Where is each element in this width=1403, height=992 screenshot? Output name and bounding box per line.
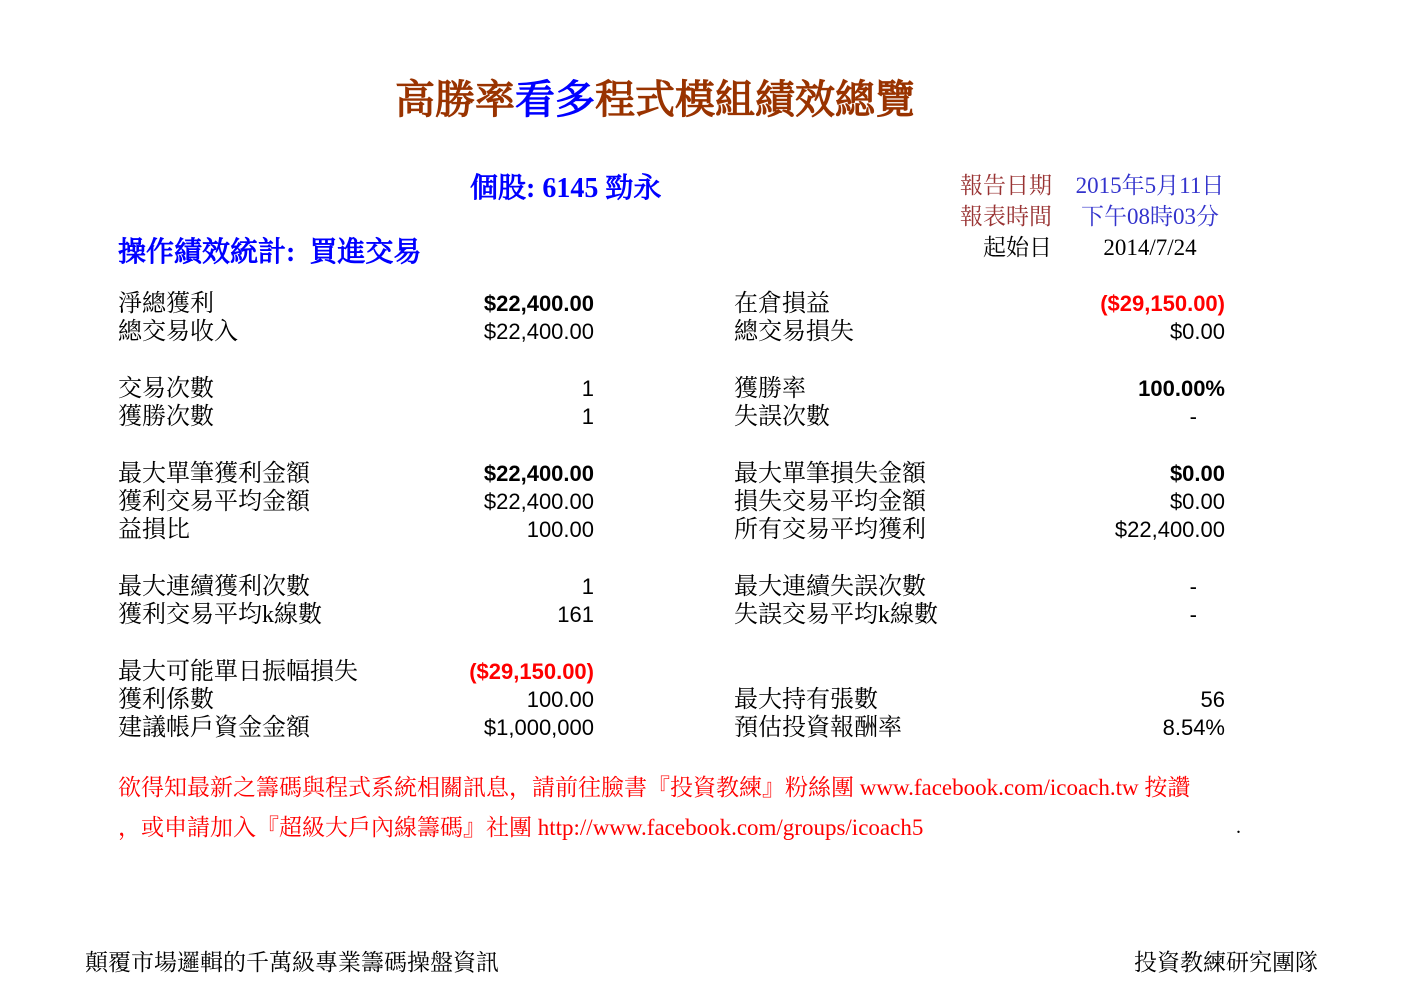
stat-value: $0.00 (1169, 489, 1225, 514)
stat-value: 8.54% (1162, 715, 1225, 740)
stats-row (118, 290, 1225, 318)
column-gap (594, 375, 734, 403)
column-gap (594, 460, 734, 488)
column-gap (594, 516, 734, 544)
stat-value: 161 (557, 602, 594, 627)
stats-row (118, 318, 1225, 346)
stats-row (118, 573, 1225, 601)
stat-value: 1 (581, 574, 594, 599)
promo-line-1: 欲得知最新之籌碼與程式系統相關訊息，請前往臉書『投資教練』粉絲團 www.facebook.com/icoach.tw 按讚 (118, 775, 1191, 800)
stats-row (118, 658, 1225, 686)
stat-label: 總交易收入 (118, 319, 238, 345)
stat-value: ($29,150.00) (469, 659, 594, 684)
stat-label: 獲利交易平均k線數 (118, 602, 322, 628)
column-gap (594, 573, 734, 601)
stock-subtitle: 個股: 6145 勁永 (470, 173, 662, 204)
stat-value: $22,400.00 (483, 319, 594, 344)
stats-row (118, 601, 1225, 629)
stat-label (734, 658, 1079, 686)
column-gap (594, 601, 734, 629)
stat-value: ($29,150.00) (1100, 291, 1225, 316)
section-heading: 操作績效統計: 買進交易 (118, 237, 422, 268)
stats-row (118, 488, 1225, 516)
stat-label: 失誤交易平均k線數 (734, 602, 938, 628)
stats-group (118, 658, 1225, 742)
stats-group (118, 573, 1225, 629)
stat-label: 總交易損失 (734, 319, 854, 345)
stat-value: 1 (581, 404, 594, 429)
stats-row (118, 403, 1225, 431)
stat-label: 所有交易平均獲利 (734, 517, 926, 543)
stat-label: 最大連續失誤次數 (734, 574, 926, 600)
footer-right-text: 投資教練研究團隊 (1134, 950, 1318, 975)
stat-value: - (1189, 404, 1197, 429)
column-gap (594, 488, 734, 516)
stat-label: 獲勝次數 (118, 404, 214, 430)
column-gap (594, 658, 734, 686)
stats-group (118, 290, 1225, 346)
stat-label: 獲利交易平均金額 (118, 489, 310, 515)
stat-label: 建議帳戶資金金額 (118, 715, 310, 741)
stat-label: 預估投資報酬率 (734, 715, 902, 741)
stats-row (118, 516, 1225, 544)
start-date-row (900, 232, 1248, 263)
stat-label: 最大持有張數 (734, 687, 878, 713)
promo-line-2: ，或申請加入『超級大戶內線籌碼』社團 http://www.facebook.com/groups/icoach5 (118, 815, 924, 840)
stats-group (118, 460, 1225, 544)
stat-value: $22,400.00 (483, 461, 594, 486)
column-gap (594, 318, 734, 346)
column-gap (594, 290, 734, 318)
page-title-segment-red-1: 高勝率 (395, 77, 515, 122)
stat-value: 56 (1200, 687, 1225, 712)
stat-value: $0.00 (1169, 319, 1225, 344)
stat-label: 淨總獲利 (118, 291, 214, 317)
stat-value: $22,400.00 (483, 489, 594, 514)
page-title-segment-red-2: 程式模組績效總覽 (595, 77, 915, 122)
stat-label: 獲勝率 (734, 376, 806, 402)
start-date-label: 起始日 (983, 235, 1052, 260)
stats-row (118, 714, 1225, 742)
column-gap (594, 686, 734, 714)
page-title (0, 68, 1310, 125)
stray-dot: . (1236, 816, 1241, 838)
report-time-value: 下午08時03分 (1081, 204, 1219, 229)
start-date-value: 2014/7/24 (1103, 235, 1197, 260)
stats-row (118, 460, 1225, 488)
stat-value (1079, 658, 1225, 686)
stat-label: 失誤次數 (734, 404, 830, 430)
stat-label: 最大可能單日振幅損失 (118, 659, 358, 685)
column-gap (594, 403, 734, 431)
report-date-label: 報告日期 (960, 173, 1052, 198)
stat-label: 最大連續獲利次數 (118, 574, 310, 600)
report-time-row (900, 201, 1248, 232)
footer-left-text: 顛覆市場邏輯的千萬級專業籌碼操盤資訊 (85, 950, 499, 975)
stat-value: $0.00 (1169, 461, 1225, 486)
performance-stats-table (118, 290, 1225, 771)
stat-value: $1,000,000 (483, 715, 594, 740)
stat-label: 在倉損益 (734, 291, 830, 317)
stat-value: 1 (581, 376, 594, 401)
stat-value: - (1189, 574, 1197, 599)
report-date-row (900, 170, 1248, 201)
stat-value: - (1189, 602, 1197, 627)
stat-value: $22,400.00 (1114, 517, 1225, 542)
report-meta (900, 170, 1248, 263)
stat-value: 100.00% (1138, 376, 1225, 401)
stat-label: 最大單筆獲利金額 (118, 461, 310, 487)
stats-row (118, 375, 1225, 403)
stat-value: $22,400.00 (483, 291, 594, 316)
stats-row (118, 686, 1225, 714)
stat-label: 損失交易平均金額 (734, 489, 926, 515)
footer (85, 944, 1318, 977)
stat-label: 交易次數 (118, 376, 214, 402)
stat-label: 益損比 (118, 517, 190, 543)
stats-group (118, 375, 1225, 431)
promo-text (118, 768, 1298, 848)
stat-value: 100.00 (526, 517, 594, 542)
stat-value: 100.00 (526, 687, 594, 712)
column-gap (594, 714, 734, 742)
page-title-segment-blue: 看多 (515, 77, 595, 122)
stat-label: 最大單筆損失金額 (734, 461, 926, 487)
report-time-label: 報表時間 (960, 204, 1052, 229)
report-date-value: 2015年5月11日 (1075, 173, 1225, 198)
stat-label: 獲利係數 (118, 687, 214, 713)
